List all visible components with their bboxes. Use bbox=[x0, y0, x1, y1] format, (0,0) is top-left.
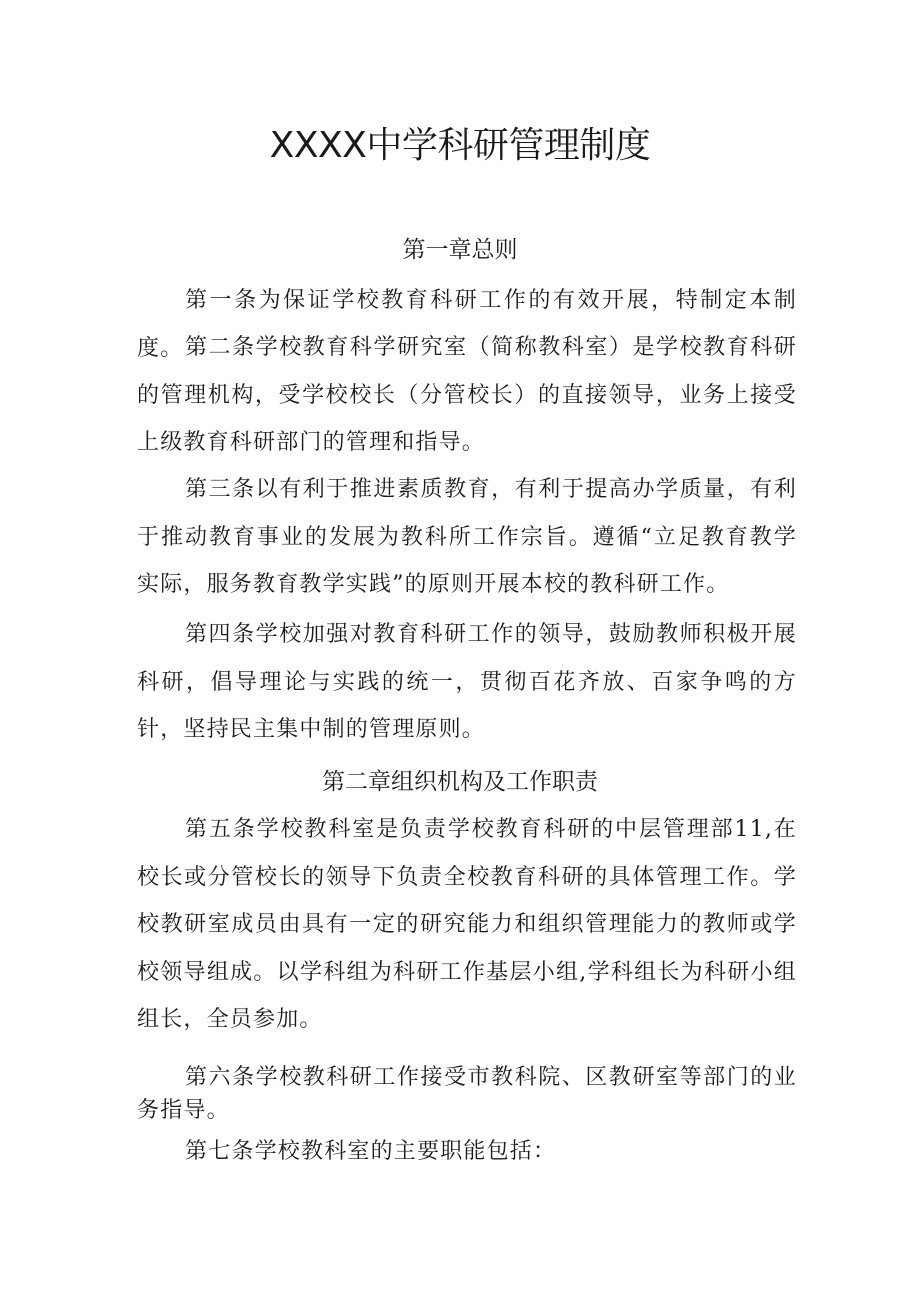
article-1: 第一条为保证学校教育科研工作的有效开展，特制定本制度。 bbox=[137, 288, 797, 361]
article-2: 第二条学校教育科学研究室（简称教科室）是学校教育科研的管理机构，受学校校长（分管校长）的直接领导，业务上接受上级教育科研部门的管理和指导。 bbox=[137, 335, 797, 455]
chapter-2-heading: 第二章组织机构及工作职责 bbox=[322, 769, 598, 795]
article-6: 第六条学校教科研工作接受市教科院、区教研室等部门的业务指导。 bbox=[137, 1065, 797, 1123]
chapter-1-heading: 第一章总则 bbox=[402, 237, 518, 263]
article-7: 第七条学校教科室的主要职能包括： bbox=[185, 1139, 557, 1164]
article-3: 第三条以有利于推进素质教育，有利于提高办学质量，有利于推动教育事业的发展为教科所工作宗旨。遵循“立足教育教学实际，服务教育教学实践”的原则开展本校的教科研工作。 bbox=[137, 477, 797, 597]
document-title: XXXX中学科研管理制度 bbox=[269, 125, 651, 166]
article-4: 第四条学校加强对教育科研工作的领导，鼓励教师积极开展科研，倡导理论与实践的统一，贯彻百花齐放、百家争鸣的方针，坚持民主集中制的管理原则。 bbox=[137, 622, 797, 742]
article-5: 第五条学校教科室是负责学校教育科研的中层管理部11,在校长或分管校长的领导下负责全校教育科研的具体管理工作。学校教研室成员由具有一定的研究能力和组织管理能力的教师或学校领导组成。以学科组为科研工作基层小组,学科组长为科研小组组长，全员参加。 bbox=[137, 817, 797, 1032]
